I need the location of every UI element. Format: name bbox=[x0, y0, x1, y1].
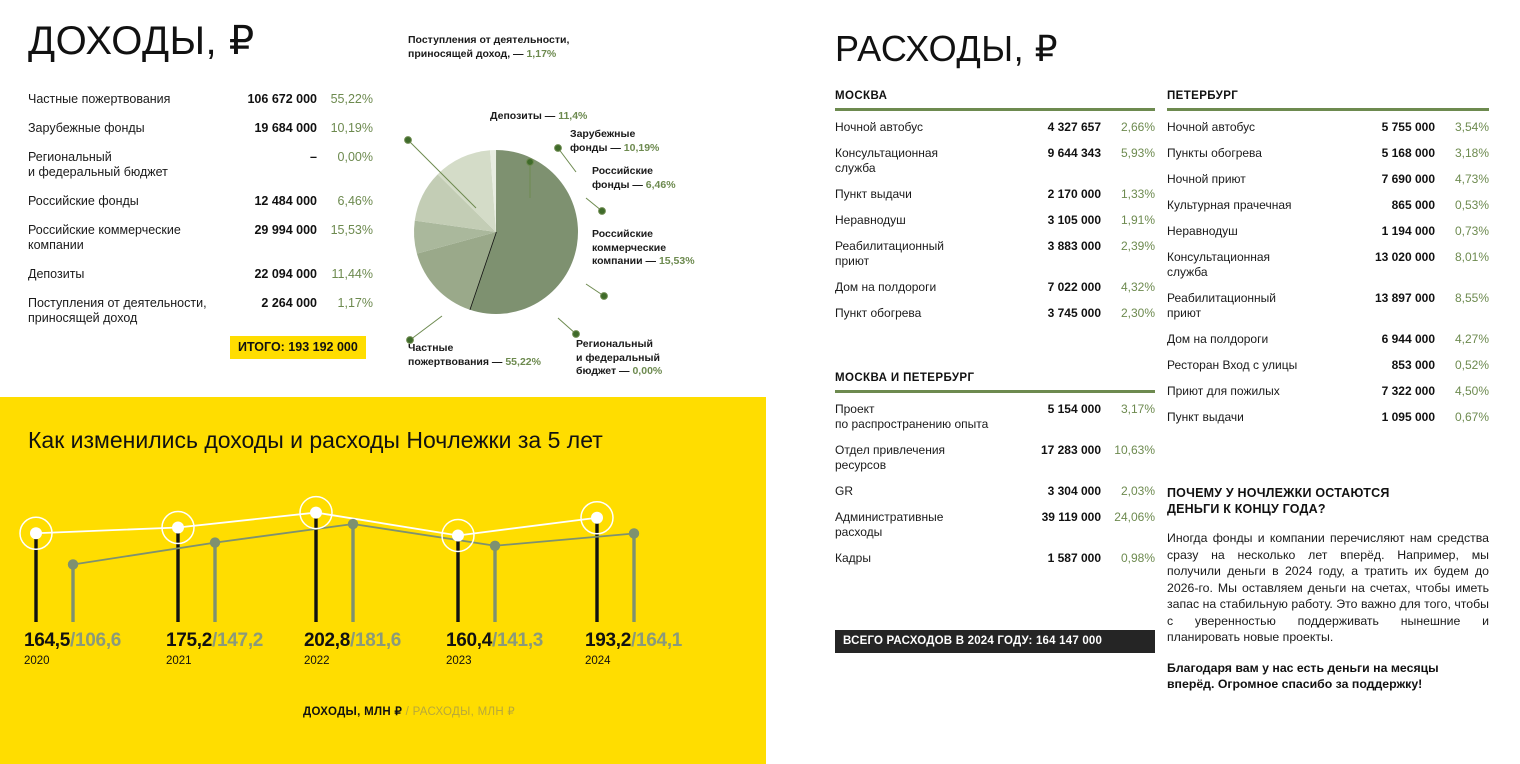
expense-pct: 10,63% bbox=[1114, 443, 1155, 457]
expense-value: 39 119 000 bbox=[1041, 510, 1101, 524]
table-row bbox=[835, 280, 1155, 295]
income-row-name: Региональный и федеральный бюджет bbox=[28, 150, 168, 179]
year-expense-value: /106,6 bbox=[70, 630, 122, 651]
expense-value: 5 168 000 bbox=[1381, 146, 1435, 160]
income-point bbox=[30, 527, 42, 539]
expense-name: Проект по распространению опыта bbox=[835, 402, 989, 431]
table-row bbox=[835, 306, 1155, 321]
expense-pct: 24,06% bbox=[1114, 510, 1155, 524]
expense-pct: 4,50% bbox=[1454, 384, 1489, 398]
expense-name: Административные расходы bbox=[835, 510, 944, 539]
year-label: 2021 bbox=[166, 655, 192, 667]
expense-pct: 0,98% bbox=[1120, 551, 1155, 565]
expense-pct: 3,17% bbox=[1120, 402, 1155, 416]
table-row bbox=[1167, 250, 1489, 280]
year-block bbox=[446, 630, 543, 667]
year-block bbox=[585, 630, 682, 667]
table-row bbox=[835, 443, 1155, 473]
expense-value: 9 644 343 bbox=[1047, 146, 1101, 160]
income-row-name: Депозиты bbox=[28, 267, 85, 281]
income-point bbox=[172, 521, 184, 533]
expense-name: Ночной автобус bbox=[835, 120, 923, 134]
expense-value: 5 154 000 bbox=[1047, 402, 1101, 416]
petersburg-header: ПЕТЕРБУРГ bbox=[1167, 90, 1239, 102]
expense-name: Культурная прачечная bbox=[1167, 198, 1292, 212]
expenses-title: РАСХОДЫ, ₽ bbox=[835, 28, 1058, 69]
expenses-section bbox=[766, 0, 1520, 764]
income-row-pct: 15,53% bbox=[330, 223, 373, 237]
expense-pct: 2,39% bbox=[1120, 239, 1155, 253]
income-row-value: 19 684 000 bbox=[254, 121, 317, 135]
income-point bbox=[591, 512, 603, 524]
expense-value: 1 587 000 bbox=[1047, 551, 1101, 565]
expense-name: Ночной приют bbox=[1167, 172, 1246, 186]
income-point bbox=[310, 507, 322, 519]
table-row bbox=[1167, 224, 1489, 239]
income-row-name: Российские фонды bbox=[28, 194, 139, 208]
year-income-value: 202,8 bbox=[304, 630, 351, 651]
expense-value: 5 755 000 bbox=[1381, 120, 1435, 134]
table-row bbox=[835, 187, 1155, 202]
income-row bbox=[28, 296, 373, 326]
expense-value: 13 897 000 bbox=[1374, 291, 1435, 305]
expense-name: Реабилитационный приют bbox=[1167, 291, 1276, 320]
table-row bbox=[1167, 410, 1489, 425]
year-expense-value: /147,2 bbox=[212, 630, 264, 651]
expense-value: 6 944 000 bbox=[1381, 332, 1435, 346]
expense-pct: 0,53% bbox=[1454, 198, 1489, 212]
expense-value: 1 095 000 bbox=[1381, 410, 1435, 424]
income-row-pct: 11,44% bbox=[331, 267, 373, 281]
expense-name: Ночной автобус bbox=[1167, 120, 1255, 134]
expense-value: 7 690 000 bbox=[1381, 172, 1435, 186]
table-row bbox=[835, 551, 1155, 566]
expense-pct: 3,54% bbox=[1454, 120, 1489, 134]
table-row bbox=[835, 484, 1155, 499]
pie-label-private: Частные пожертвования — 55,22% bbox=[408, 342, 541, 368]
expense-pct: 2,30% bbox=[1120, 306, 1155, 320]
year-income-value: 193,2 bbox=[585, 630, 632, 651]
table-row bbox=[1167, 172, 1489, 187]
pie-slices bbox=[414, 150, 578, 314]
income-total-badge: ИТОГО: 193 192 000 bbox=[230, 336, 366, 359]
income-table bbox=[28, 92, 373, 340]
both-cities-rule bbox=[835, 390, 1155, 393]
petersburg-column bbox=[1167, 90, 1489, 436]
table-row bbox=[835, 239, 1155, 269]
expense-value: 1 194 000 bbox=[1381, 224, 1435, 238]
year-values bbox=[304, 630, 401, 652]
expense-pct: 1,91% bbox=[1120, 213, 1155, 227]
expense-name: Ресторан Вход с улицы bbox=[1167, 358, 1298, 372]
year-label: 2023 bbox=[446, 655, 472, 667]
expense-value: 3 105 000 bbox=[1047, 213, 1101, 227]
five-year-chart-panel bbox=[0, 397, 766, 764]
expense-value: 3 745 000 bbox=[1047, 306, 1101, 320]
moscow-table bbox=[835, 120, 1155, 321]
expense-point bbox=[210, 537, 220, 547]
income-row bbox=[28, 223, 373, 253]
expense-pct: 4,32% bbox=[1120, 280, 1155, 294]
table-row bbox=[1167, 384, 1489, 399]
income-row-value: 106 672 000 bbox=[247, 92, 317, 106]
income-row-pct: 10,19% bbox=[330, 121, 373, 135]
expense-name: Дом на полдороги bbox=[1167, 332, 1269, 346]
year-income-value: 164,5 bbox=[24, 630, 71, 651]
income-row-value: 29 994 000 bbox=[254, 223, 317, 237]
expense-point bbox=[68, 559, 78, 569]
pie-label-russian-funds: Российские фонды — 6,46% bbox=[592, 165, 676, 191]
expense-value: 853 000 bbox=[1391, 358, 1435, 372]
pie-label-commercial: Российские коммерческие компании — 15,53% bbox=[592, 228, 695, 267]
income-row-pct: 55,22% bbox=[330, 92, 373, 106]
expense-name: GR bbox=[835, 484, 853, 498]
expense-name: Дом на полдороги bbox=[835, 280, 937, 294]
income-row-name: Частные пожертвования bbox=[28, 92, 171, 106]
expense-name: Консультационная служба bbox=[835, 146, 939, 175]
why-heading: ПОЧЕМУ У НОЧЛЕЖКИ ОСТАЮТСЯ ДЕНЬГИ К КОНЦУ ГОДА? bbox=[1167, 486, 1390, 516]
expense-name: Пункт обогрева bbox=[835, 306, 922, 320]
year-expense-value: /141,3 bbox=[492, 630, 544, 651]
table-row bbox=[1167, 358, 1489, 373]
year-income-value: 160,4 bbox=[446, 630, 493, 651]
expense-name: Кадры bbox=[835, 551, 871, 565]
income-title: ДОХОДЫ, ₽ bbox=[28, 19, 255, 63]
expense-pct: 8,01% bbox=[1454, 250, 1489, 264]
income-row bbox=[28, 267, 373, 282]
legend-separator: / bbox=[402, 706, 413, 718]
income-row-name: Поступления от деятельности, приносящей доход bbox=[28, 296, 207, 325]
moscow-column bbox=[835, 90, 1155, 332]
pie-svg bbox=[380, 20, 766, 380]
expense-name: Приют для пожилых bbox=[1167, 384, 1280, 398]
year-values bbox=[446, 630, 543, 652]
table-row bbox=[835, 510, 1155, 540]
income-row-value: 2 264 000 bbox=[261, 296, 317, 310]
expense-value: 865 000 bbox=[1391, 198, 1435, 212]
expenses-total-bar: ВСЕГО РАСХОДОВ В 2024 ГОДУ: 164 147 000 bbox=[835, 630, 1155, 653]
expense-value: 2 170 000 bbox=[1047, 187, 1101, 201]
why-body-text: Иногда фонды и компании перечисляют нам средства сразу на несколько лет вперёд. Например, мы получили деньги в 2024 году, а тратить их будем до 2026-го. Мы оставляем деньги на счетах, чтобы иметь запас на стабильную работу. Это важно для того, чтобы с уверенностью поддерживать нынешние и планировать новые проекты. bbox=[1167, 531, 1489, 644]
expense-pct: 2,66% bbox=[1120, 120, 1155, 134]
expense-value: 3 883 000 bbox=[1047, 239, 1101, 253]
expense-pct: 2,03% bbox=[1120, 484, 1155, 498]
year-block bbox=[304, 630, 401, 667]
five-year-chart-title: Как изменились доходы и расходы Ночлежки за 5 лет bbox=[28, 427, 603, 453]
income-row-name: Зарубежные фонды bbox=[28, 121, 145, 135]
expense-value: 7 322 000 bbox=[1381, 384, 1435, 398]
table-row bbox=[835, 213, 1155, 228]
year-values bbox=[166, 630, 263, 652]
income-row-pct: 1,17% bbox=[337, 296, 373, 310]
year-expense-value: /181,6 bbox=[350, 630, 402, 651]
expense-point bbox=[348, 519, 358, 529]
income-row bbox=[28, 121, 373, 136]
expense-pct: 4,73% bbox=[1454, 172, 1489, 186]
table-row bbox=[1167, 291, 1489, 321]
table-row bbox=[1167, 146, 1489, 161]
table-row bbox=[1167, 120, 1489, 135]
income-point bbox=[452, 529, 464, 541]
expense-name: Консультационная служба bbox=[1167, 250, 1271, 279]
legend-income: ДОХОДЫ, МЛН ₽ bbox=[303, 706, 403, 718]
expense-pct: 8,55% bbox=[1454, 291, 1489, 305]
income-row-pct: 6,46% bbox=[337, 194, 373, 208]
expense-pct: 1,33% bbox=[1120, 187, 1155, 201]
expense-value: 4 327 657 bbox=[1047, 120, 1101, 134]
year-values bbox=[585, 630, 682, 652]
expense-value: 17 283 000 bbox=[1040, 443, 1101, 457]
both-cities-table bbox=[835, 402, 1155, 566]
pie-label-foreign-funds: Зарубежные фонды — 10,19% bbox=[570, 128, 660, 154]
pie-label-budget: Региональный и федеральный бюджет — 0,00% bbox=[576, 338, 663, 377]
income-row-value: – bbox=[310, 150, 317, 164]
table-row bbox=[835, 402, 1155, 432]
year-block bbox=[166, 630, 263, 667]
pie-label-deposits: Депозиты — 11,4% bbox=[490, 110, 588, 122]
year-expense-value: /164,1 bbox=[631, 630, 683, 651]
year-label: 2022 bbox=[304, 655, 330, 667]
expense-pct: 0,73% bbox=[1454, 224, 1489, 238]
income-row-value: 22 094 000 bbox=[254, 267, 317, 281]
income-row bbox=[28, 92, 373, 107]
income-pie-chart bbox=[380, 20, 766, 380]
expense-pct: 0,52% bbox=[1454, 358, 1489, 372]
expense-name: Реабилитационный приют bbox=[835, 239, 944, 268]
table-row bbox=[1167, 332, 1489, 347]
expense-pct: 3,18% bbox=[1454, 146, 1489, 160]
pie-label-income-activity: Поступления от деятельности, приносящей доход, — 1,17% bbox=[408, 34, 570, 60]
year-label: 2024 bbox=[585, 655, 611, 667]
expense-point bbox=[629, 528, 639, 538]
both-cities-header: МОСКВА И ПЕТЕРБУРГ bbox=[835, 372, 975, 384]
expense-point bbox=[490, 541, 500, 551]
moscow-header: МОСКВА bbox=[835, 90, 888, 102]
chart-legend bbox=[303, 704, 515, 718]
year-values bbox=[24, 630, 121, 652]
chart-lines bbox=[36, 513, 634, 565]
income-row-name: Российские коммерческие компании bbox=[28, 223, 181, 252]
year-income-value: 175,2 bbox=[166, 630, 213, 651]
expense-value: 13 020 000 bbox=[1374, 250, 1435, 264]
expense-name: Пункты обогрева bbox=[1167, 146, 1262, 160]
table-row bbox=[835, 146, 1155, 176]
income-row-pct: 0,00% bbox=[337, 150, 373, 164]
petersburg-rule bbox=[1167, 108, 1489, 111]
moscow-rule bbox=[835, 108, 1155, 111]
table-row bbox=[835, 120, 1155, 135]
why-money-remains-block bbox=[1167, 485, 1489, 693]
expense-pct: 0,67% bbox=[1454, 410, 1489, 424]
expense-name: Пункт выдачи bbox=[1167, 410, 1244, 424]
five-year-chart-svg bbox=[0, 492, 766, 632]
legend-expense: РАСХОДЫ, МЛН ₽ bbox=[412, 706, 516, 718]
why-thanks-text: Благодаря вам у нас есть деньги на месяцы вперёд. Огромное спасибо за поддержку! bbox=[1167, 660, 1439, 691]
expense-name: Неравнодуш bbox=[835, 213, 906, 227]
expense-pct: 5,93% bbox=[1120, 146, 1155, 160]
table-row bbox=[1167, 198, 1489, 213]
expense-name: Отдел привлечения ресурсов bbox=[835, 443, 946, 472]
income-row bbox=[28, 194, 373, 209]
income-row bbox=[28, 150, 373, 180]
year-label: 2020 bbox=[24, 655, 50, 667]
both-cities-column bbox=[835, 372, 1155, 577]
expense-value: 3 304 000 bbox=[1047, 484, 1101, 498]
expense-pct: 4,27% bbox=[1454, 332, 1489, 346]
expense-value: 7 022 000 bbox=[1047, 280, 1101, 294]
income-row-value: 12 484 000 bbox=[254, 194, 317, 208]
year-block bbox=[24, 630, 121, 667]
expense-name: Неравнодуш bbox=[1167, 224, 1238, 238]
expense-name: Пункт выдачи bbox=[835, 187, 912, 201]
petersburg-table bbox=[1167, 120, 1489, 425]
